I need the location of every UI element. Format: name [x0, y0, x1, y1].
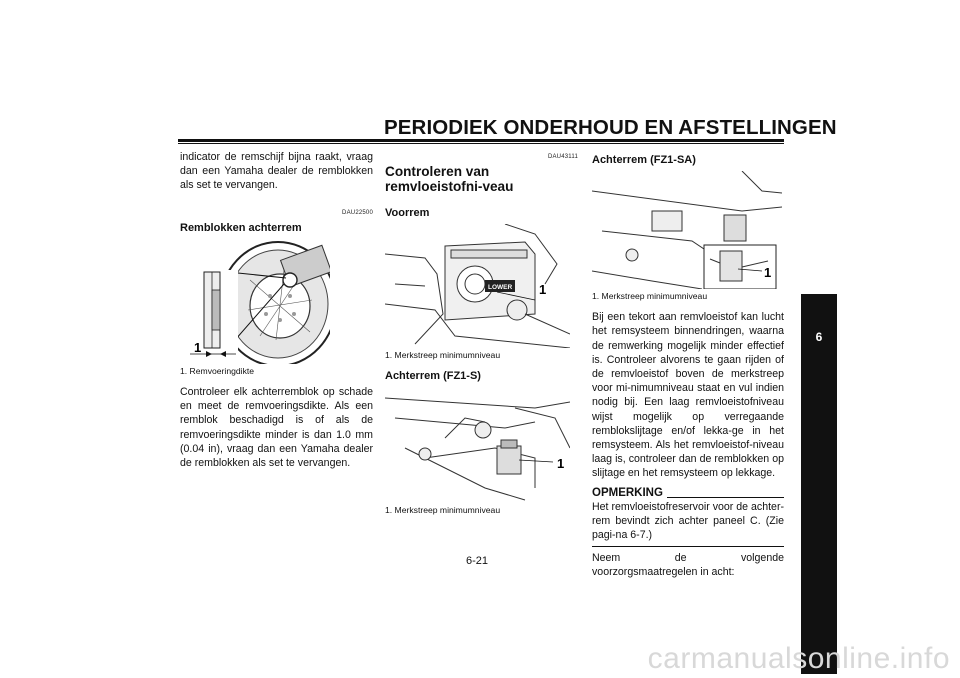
- subheading-rear-fz1sa: Achterrem (FZ1-SA): [592, 154, 696, 166]
- figure-callout: 1: [194, 340, 202, 356]
- subheading-rear-fz1s: Achterrem (FZ1-S): [385, 370, 481, 383]
- section-code: DAU43111: [547, 154, 578, 160]
- figure-callout: 1: [764, 265, 772, 281]
- rear-reservoir-fz1sa-figure: [592, 171, 782, 289]
- figure-caption: 1. Merkstreep minimumniveau: [385, 350, 501, 361]
- body-paragraph: Bij een tekort aan remvloeistof kan lucht het remsysteem binnendringen, waarna de remwerking mogelijk minder effectief is. Controleer alvorens te gaan rijden of de remvloeistof boven de merkstreep voor mi-nimumniveau staat en vul indien nodig bij. Een laag remvloeistofniveau wijst mogelijk op verregaande remblokslijtage en/of lekka-ge in het remsysteem. Als het remvloeistof-niveau laag is, controleer dan de remblokken op slijtage en het remsysteem op lekkage.: [592, 311, 784, 480]
- header-rule-thin: [178, 143, 784, 144]
- note-body: Het remvloeistofreservoir voor de achter-rem bevindt zich achter paneel C. (Zie pagi-na 6-7.): [592, 500, 784, 542]
- page-title: PERIODIEK ONDERHOUD EN AFSTELLINGEN: [384, 116, 837, 139]
- figure-caption: 1. Merkstreep minimumniveau: [592, 291, 708, 302]
- rear-reservoir-fz1s-figure: [385, 388, 570, 503]
- column-3: [592, 150, 784, 580]
- column-2: [385, 150, 578, 516]
- note-heading: [592, 487, 784, 500]
- figure-callout: 1: [539, 282, 547, 298]
- header-rule: [178, 139, 784, 142]
- body-paragraph: Controleer elk achterremblok op schade en meet de remvoeringsdikte. Als een remblok beschadigd is of als de remvoeringsdikte minder is dan 1.0 mm (0.04 in), vraag dan een Yamaha dealer de remblokken als set te vervangen.: [180, 386, 373, 470]
- chapter-tab-number: 6: [815, 330, 823, 344]
- figure-caption: 1. Merkstreep minimumniveau: [385, 504, 501, 515]
- note-rule: [592, 546, 784, 547]
- front-reservoir-figure: [385, 224, 570, 348]
- chapter-tab: [801, 294, 837, 674]
- column-1: [180, 150, 373, 470]
- figure-caption: 1. Remvoeringdikte: [180, 366, 255, 377]
- lower-mark-label: LOWER: [488, 284, 513, 292]
- page-number: 6-21: [466, 555, 489, 567]
- subheading-front: Voorrem: [385, 207, 430, 220]
- section-code: DAU22500: [342, 209, 373, 216]
- section-heading: Remblokken achterrem: [180, 221, 302, 234]
- closing-paragraph: Neem de volgende voorzorgsmaatregelen in acht:: [592, 552, 784, 579]
- note-heading-rule: [667, 497, 784, 498]
- watermark: carmanualsonline.info: [647, 642, 950, 675]
- note-heading-label: OPMERKING: [592, 486, 663, 499]
- figure-callout: 1: [557, 455, 565, 471]
- intro-paragraph: indicator de remschijf bijna raakt, vraag dan een Yamaha dealer de remblokken als set te vervangen.: [180, 151, 373, 192]
- brake-pad-figure: [180, 240, 330, 364]
- section-heading: Controleren van remvloeistofni-veau: [385, 164, 514, 195]
